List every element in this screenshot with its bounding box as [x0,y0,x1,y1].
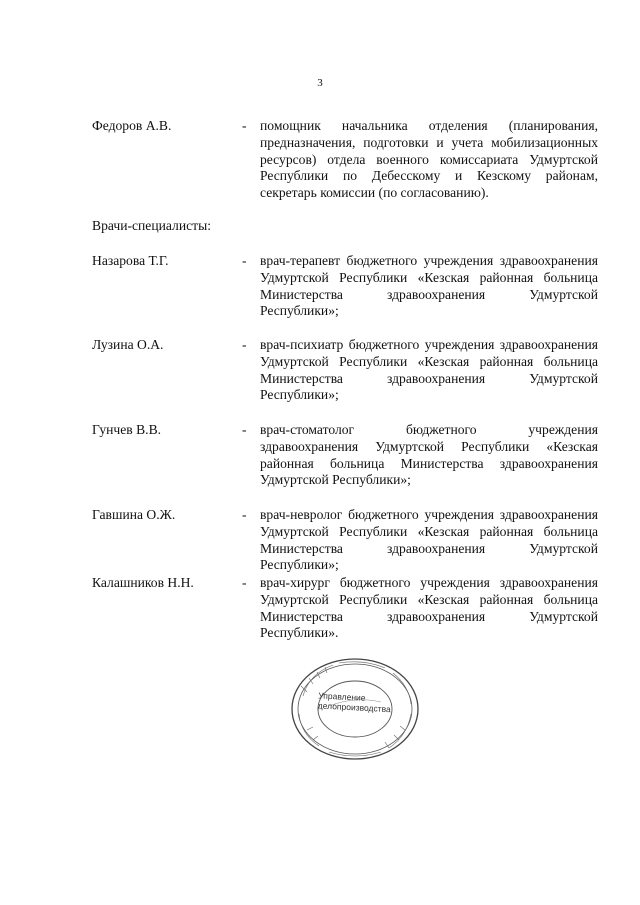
specialist-description: врач-терапевт бюджетного учреждения здравоохранения Удмуртской Республики «Кезская районная больница Министерства здравоохранения Удмуртской Республики»; [260,253,598,319]
specialist-description: врач-психиатр бюджетного учреждения здравоохранения Удмуртской Республики «Кезская районная больница Министерства здравоохранения Удмуртской Республики»; [260,337,598,403]
specialist-description: врач-стоматолог бюджетного учреждения здравоохранения Удмуртской Республики «Кезская районная больница Министерства здравоохранения Удмуртской Республики»; [260,422,598,488]
seal-text-line1: Управление [318,690,366,703]
specialist-dash: - [242,337,247,352]
specialist-dash: - [242,575,247,590]
specialist-dash: - [242,422,247,437]
specialist-name: Калашников Н.Н. [92,575,194,590]
specialist-description: врач-невролог бюджетного учреждения здравоохранения Удмуртской Республики «Кезская районная больница Министерства здравоохранения Удмуртской Республики»; [260,507,598,573]
seal-text-line2: делопроизводства [317,700,392,715]
specialist-name: Лузина О.А. [92,337,164,352]
specialist-name: Гавшина О.Ж. [92,507,176,522]
specialist-name: Гунчев В.В. [92,422,162,437]
specialist-dash: - [242,253,247,268]
member-name: Федоров А.В. [92,118,172,133]
section-heading-specialists: Врачи-специалисты: [92,218,211,233]
specialist-name: Назарова Т.Г. [92,253,169,268]
member-description: помощник начальника отделения (планирования, предназначения, подготовки и учета мобилизационных ресурсов) отдела военного комиссариата Удмуртской Республики по Дебесскому и Кезскому районам, секретарь комиссии (по согласованию). [260,118,598,201]
member-dash: - [242,118,247,133]
specialist-description: врач-хирург бюджетного учреждения здравоохранения Удмуртской Республики «Кезская районная больница Министерства здравоохранения Удмуртской Республики». [260,575,598,641]
specialist-dash: - [242,507,247,522]
page-number: 3 [317,77,323,89]
